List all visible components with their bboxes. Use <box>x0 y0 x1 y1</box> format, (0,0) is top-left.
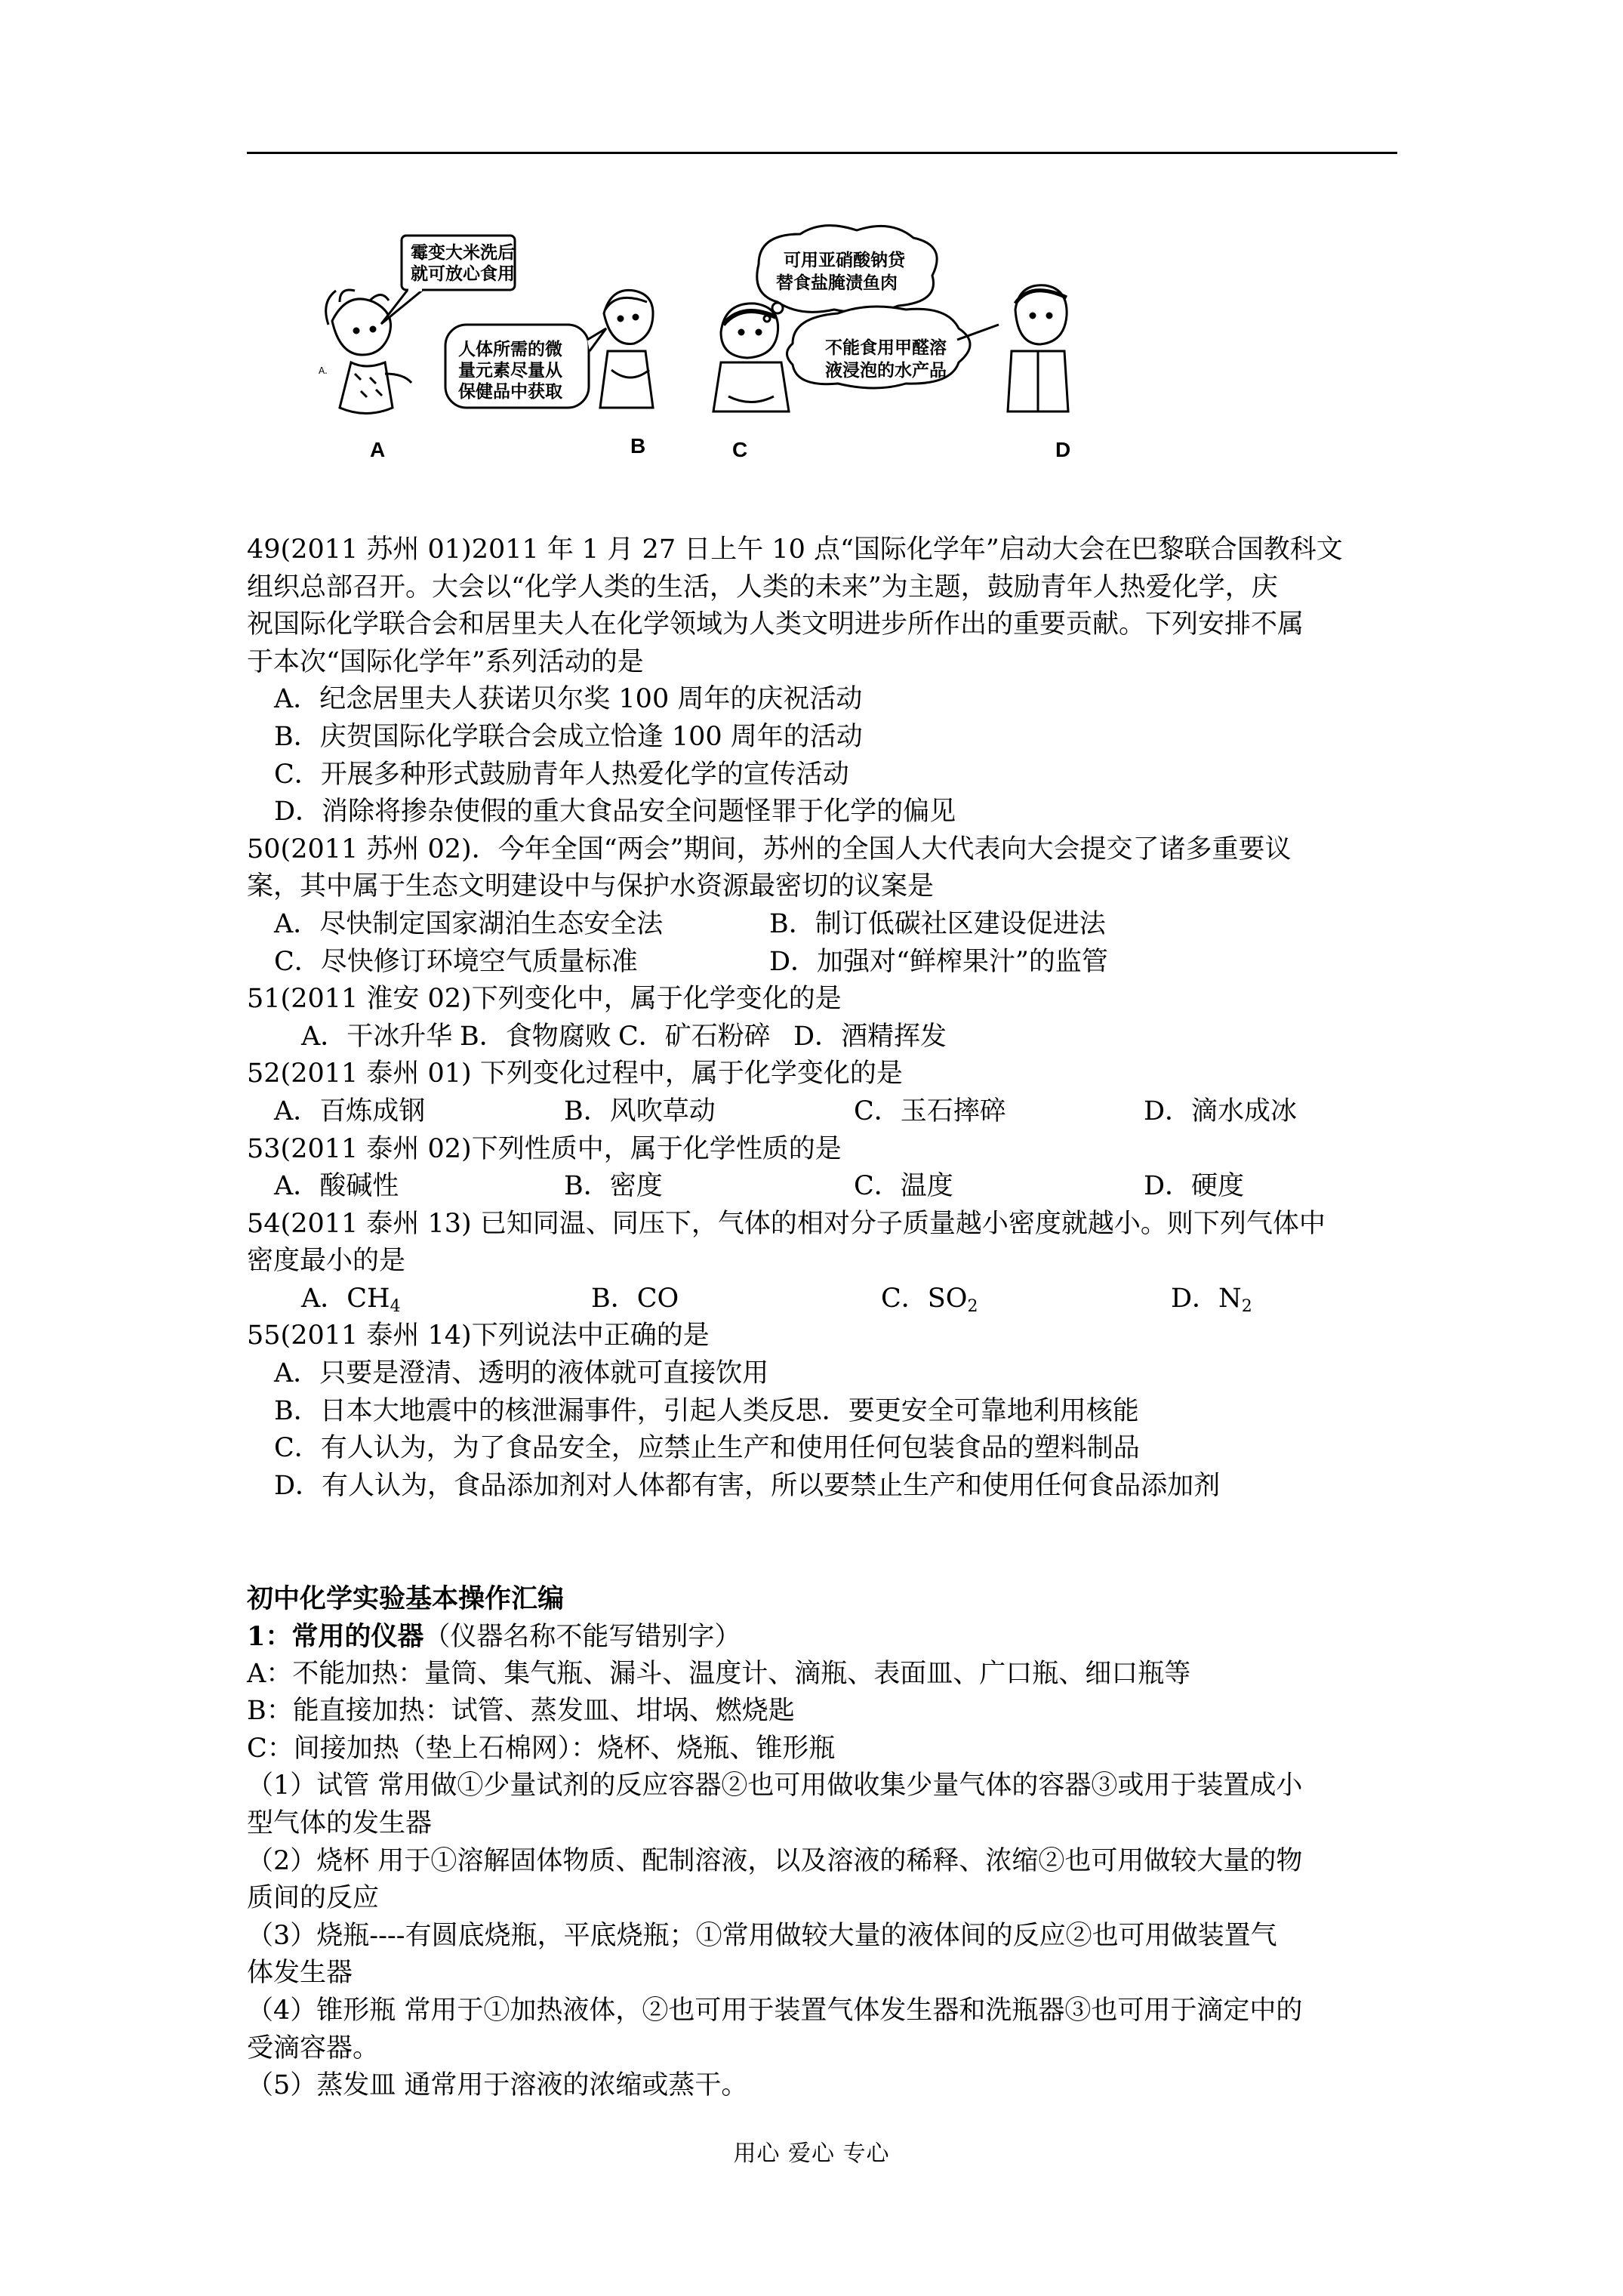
section-line-9: 体发生器 <box>247 1958 353 1989</box>
q54-stem-2: 密度最小的是 <box>247 1246 406 1277</box>
q51-option-a: A．干冰升华 <box>301 1021 453 1052</box>
section-line-6: （2）烧杯 用于①溶解固体物质、配制溶液，以及溶液的稀释、浓缩②也可用做较大量的物 <box>247 1845 1303 1876</box>
question-55 <box>247 1318 1402 1505</box>
bubble-c-line-2: 替食盐腌渍鱼肉 <box>776 273 898 293</box>
q54-option-b: B．CO <box>591 1283 679 1314</box>
bubble-b-line-2: 量元素尽量从 <box>458 361 562 381</box>
q52-options <box>247 1093 1402 1131</box>
section-line-8: （3）烧瓶----有圆底烧瓶，平底烧瓶；①常用做较大量的液体间的反应②也可用做装置气 <box>247 1920 1277 1951</box>
figure-c-man <box>713 304 789 411</box>
q51-options <box>247 1019 1402 1056</box>
q53-options <box>247 1168 1402 1206</box>
q49-stem-1: 49(2011 苏州 01)2011 年 1 月 27 日上午 10 点“国际化学年”启动大会在巴黎联合国教科文 <box>247 535 1343 565</box>
figure-b-boy <box>600 290 653 408</box>
figure-d-man <box>1008 285 1068 411</box>
bubble-a-line-1: 霉变大米洗后 <box>411 243 515 263</box>
q51-option-b: B．食物腐败 <box>460 1021 611 1052</box>
section-line-10: （4）锥形瓶 常用于①加热液体，②也可用于装置气体发生器和洗瓶器③也可用于滴定中的 <box>247 1995 1303 2026</box>
section-line-1: A：不能加热：量筒、集气瓶、漏斗、温度计、滴瓶、表面皿、广口瓶、细口瓶等 <box>247 1658 1191 1689</box>
section-line-2: B：能直接加热：试管、蒸发皿、坩埚、燃烧匙 <box>247 1696 795 1727</box>
q49-option-b: B．庆贺国际化学联合会成立恰逢 100 周年的活动 <box>274 721 863 752</box>
q49-stem-3: 祝国际化学联合会和居里夫人在化学领域为人类文明进步所作出的重要贡献。下列安排不属 <box>247 609 1304 640</box>
label-b: B <box>630 434 646 458</box>
q49-stem-2: 组织总部召开。大会以“化学人类的生活，人类的未来”为主题，鼓励青年人热爱化学，庆 <box>247 572 1278 603</box>
section-line-11: 受滴容器。 <box>247 2032 380 2063</box>
q53-option-c: C．温度 <box>854 1171 953 1202</box>
label-a: A <box>370 438 386 461</box>
bubble-b-line-1: 人体所需的微 <box>458 340 562 359</box>
page-footer: 用心 爱心 专心 <box>733 2140 890 2167</box>
q50-option-a: A．尽快制定国家湖泊生态安全法 <box>274 908 664 939</box>
question-53 <box>247 1131 1402 1206</box>
section-heading-1: 1：常用的仪器（仪器名称不能写错别字） <box>247 1621 741 1653</box>
q54-stem-1: 54(2011 泰州 13) 已知同温、同压下，气体的相对分子质量越小密度就越小。则下列气体中 <box>247 1208 1326 1239</box>
q51-option-c: C．矿石粉碎 <box>618 1021 771 1052</box>
q49-option-c: C．开展多种形式鼓励青年人热爱化学的宣传活动 <box>274 759 849 790</box>
section-line-12: （5）蒸发皿 通常用于溶液的浓缩或蒸干。 <box>247 2070 748 2101</box>
label-c: C <box>732 438 748 461</box>
q55-stem: 55(2011 泰州 14)下列说法中正确的是 <box>247 1321 710 1351</box>
bubble-c-line-1: 可用亚硝酸钠贷 <box>784 251 905 270</box>
q55-option-a: A．只要是澄清、透明的液体就可直接饮用 <box>274 1358 769 1389</box>
q53-option-b: B．密度 <box>564 1171 663 1202</box>
q50-option-d: D．加强对“鲜榨果汁”的监管 <box>769 946 1108 977</box>
q50-stem-2: 案，其中属于生态文明建设中与保护水资源最密切的议案是 <box>247 871 935 902</box>
q51-stem: 51(2011 淮安 02)下列变化中，属于化学变化的是 <box>247 984 842 1015</box>
bubble-d <box>787 307 999 388</box>
section-line-4: （1）试管 常用做①少量试剂的反应容器②也可用做收集少量气体的容器③或用于装置成小 <box>247 1771 1303 1801</box>
section-title: 初中化学实验基本操作汇编 <box>247 1583 565 1615</box>
question-50 <box>247 831 1402 981</box>
section-line-3: C：间接加热（垫上石棉网）：烧杯、烧瓶、锥形瓶 <box>247 1733 836 1764</box>
bubble-d-line-1: 不能食用甲醛溶 <box>825 338 947 358</box>
bubble-a-line-2: 就可放心食用 <box>411 264 515 284</box>
tiny-mark: A. <box>319 365 328 376</box>
q55-option-c: C．有人认为，为了食品安全，应禁止生产和使用任何包装食品的塑料制品 <box>274 1433 1140 1464</box>
question-52 <box>247 1056 1402 1130</box>
q49-option-d: D．消除将掺杂使假的重大食品安全问题怪罪于化学的偏见 <box>274 797 956 827</box>
question-49 <box>247 532 1402 831</box>
q54-option-a: A．$CH_4$ <box>301 1283 401 1316</box>
q52-option-c: C．玉石摔碎 <box>854 1096 1006 1126</box>
q55-option-b: B．日本大地震中的核泄漏事件，引起人类反思．要更安全可靠地利用核能 <box>274 1395 1139 1426</box>
section-line-7: 质间的反应 <box>247 1883 380 1914</box>
q52-stem: 52(2011 泰州 01) 下列变化过程中，属于化学变化的是 <box>247 1059 903 1089</box>
q50-option-c: C．尽快修订环境空气质量标准 <box>274 946 638 977</box>
q49-option-a: A．纪念居里夫人获诺贝尔奖 100 周年的庆祝活动 <box>274 684 863 715</box>
q52-option-b: B．风吹草动 <box>564 1096 716 1126</box>
question-54 <box>247 1206 1402 1318</box>
q50-stem-1: 50(2011 苏州 02)．今年全国“两会”期间，苏州的全国人大代表向大会提交了诸多重要议 <box>247 834 1292 864</box>
q51-option-d: D．酒精挥发 <box>793 1021 947 1052</box>
q53-option-a: A．酸碱性 <box>274 1171 399 1202</box>
section-lab-basics <box>247 1580 1402 2104</box>
header-rule <box>247 152 1397 154</box>
bubble-b <box>445 325 606 408</box>
q50-options-row-2 <box>247 944 1402 982</box>
cartoon-illustration <box>310 219 1125 476</box>
q50-option-b: B．制订低碳社区建设促进法 <box>769 908 1106 939</box>
q54-options <box>247 1281 1402 1318</box>
bubble-c <box>757 226 937 322</box>
bubble-a <box>381 236 515 324</box>
q52-option-d: D．滴水成冰 <box>1144 1096 1298 1126</box>
document-body <box>247 532 1402 2105</box>
bubble-b-line-3: 保健品中获取 <box>458 382 562 402</box>
q55-option-d: D．有人认为，食品添加剂对人体都有害，所以要禁止生产和使用任何食品添加剂 <box>274 1470 1221 1501</box>
q54-option-c: C．$SO_2$ <box>881 1283 978 1316</box>
q52-option-a: A．百炼成钢 <box>274 1096 426 1126</box>
bubble-d-line-2: 液浸泡的水产品 <box>825 361 947 381</box>
question-51 <box>247 981 1402 1056</box>
q50-options-row-1 <box>247 906 1402 944</box>
label-d: D <box>1055 438 1071 461</box>
q53-option-d: D．硬度 <box>1144 1171 1245 1202</box>
q49-stem-4: 于本次“国际化学年”系列活动的是 <box>247 646 644 677</box>
section-line-5: 型气体的发生器 <box>247 1808 433 1838</box>
q54-option-d: D．$N_2$ <box>1171 1283 1252 1316</box>
q53-stem: 53(2011 泰州 02)下列性质中，属于化学性质的是 <box>247 1133 842 1164</box>
